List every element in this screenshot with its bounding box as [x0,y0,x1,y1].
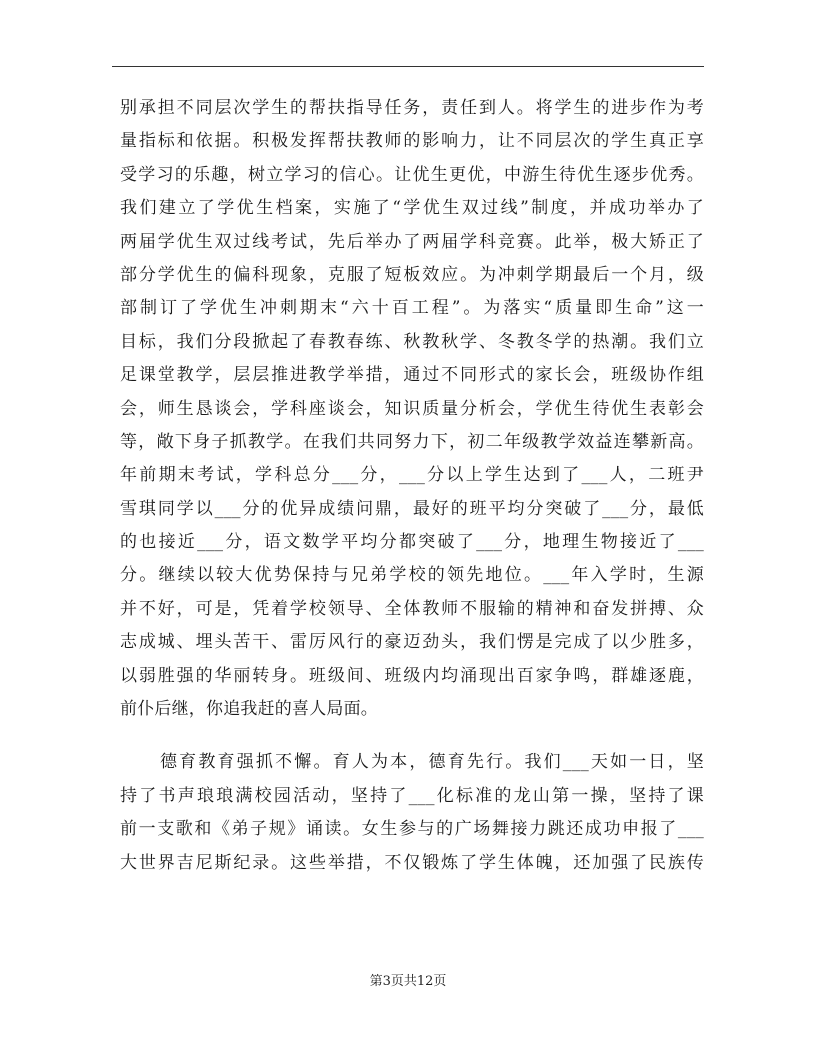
text-line: 的也接近___分，语文数学平均分都突破了___分，地理生物接近了___ [120,532,704,553]
text-line: 并不好，可是，凭着学校领导、全体教师不服输的精神和奋发拼搏、众 [120,598,704,619]
paragraph-spacer [120,726,704,746]
text-line: 目标，我们分段掀起了春教春练、秋教秋学、冬教冬学的热潮。我们立 [120,331,704,352]
text-line: 德育教育强抓不懈。育人为本，德育先行。我们___天如一日，坚 [160,752,704,773]
paragraph-1 [120,92,704,726]
text-line: 受学习的乐趣，树立学习的信心。让优生更优，中游生待优生逐步优秀。 [120,164,704,185]
text-line: 大世界吉尼斯纪录。这些举措，不仅锻炼了学生体魄，还加强了民族传 [120,852,704,873]
text-line: 以弱胜强的华丽转身。班级间、班级内均涌现出百家争鸣，群雄逐鹿， [120,665,704,686]
text-line: 前仆后继，你追我赶的喜人局面。 [120,699,378,720]
text-line: 别承担不同层次学生的帮扶指导任务，责任到人。将学生的进步作为考 [120,98,704,118]
text-line: 持了书声琅琅满校园活动，坚持了___化标准的龙山第一操，坚持了课 [120,785,704,806]
text-line: 量指标和依据。积极发挥帮扶教师的影响力，让不同层次的学生真正享 [120,131,704,152]
text-line: 足课堂教学，层层推进教学举措，通过不同形式的家长会，班级协作组 [120,365,704,386]
text-line: 会，师生恳谈会，学科座谈会，知识质量分析会，学优生待优生表彰会 [120,398,704,419]
header-rule [112,66,704,67]
text-line: 志成城、埋头苦干、雷厉风行的豪迈劲头，我们愣是完成了以少胜多， [120,632,704,653]
text-line: 部分学优生的偏科现象，克服了短板效应。为冲刺学期最后一个月，级 [120,264,704,285]
text-line: 两届学优生双过线考试，先后举办了两届学科竞赛。此举，极大矫正了 [120,231,704,252]
text-line: 年前期末考试，学科总分___分，___分以上学生达到了___人，二班尹 [120,465,704,486]
text-line: 分。继续以较大优势保持与兄弟学校的领先地位。___年入学时，生源 [120,565,704,586]
text-line: 部制订了学优生冲刺期末“六十百工程”。为落实“质量即生命”这一 [120,298,704,319]
text-line: 我们建立了学优生档案，实施了“学优生双过线”制度，并成功举办了 [120,198,704,219]
document-body [120,92,704,880]
page-number: 第3页共12页 [369,974,447,989]
text-line: 等，敞下身子抓教学。在我们共同努力下，初二年级教学效益连攀新高。 [120,431,704,452]
paragraph-2 [120,746,704,880]
text-line: 前一支歌和《弟子规》诵读。女生参与的广场舞接力跳还成功申报了___ [120,819,704,840]
text-line: 雪琪同学以___分的优异成绩问鼎，最好的班平均分突破了___分，最低 [120,498,704,519]
